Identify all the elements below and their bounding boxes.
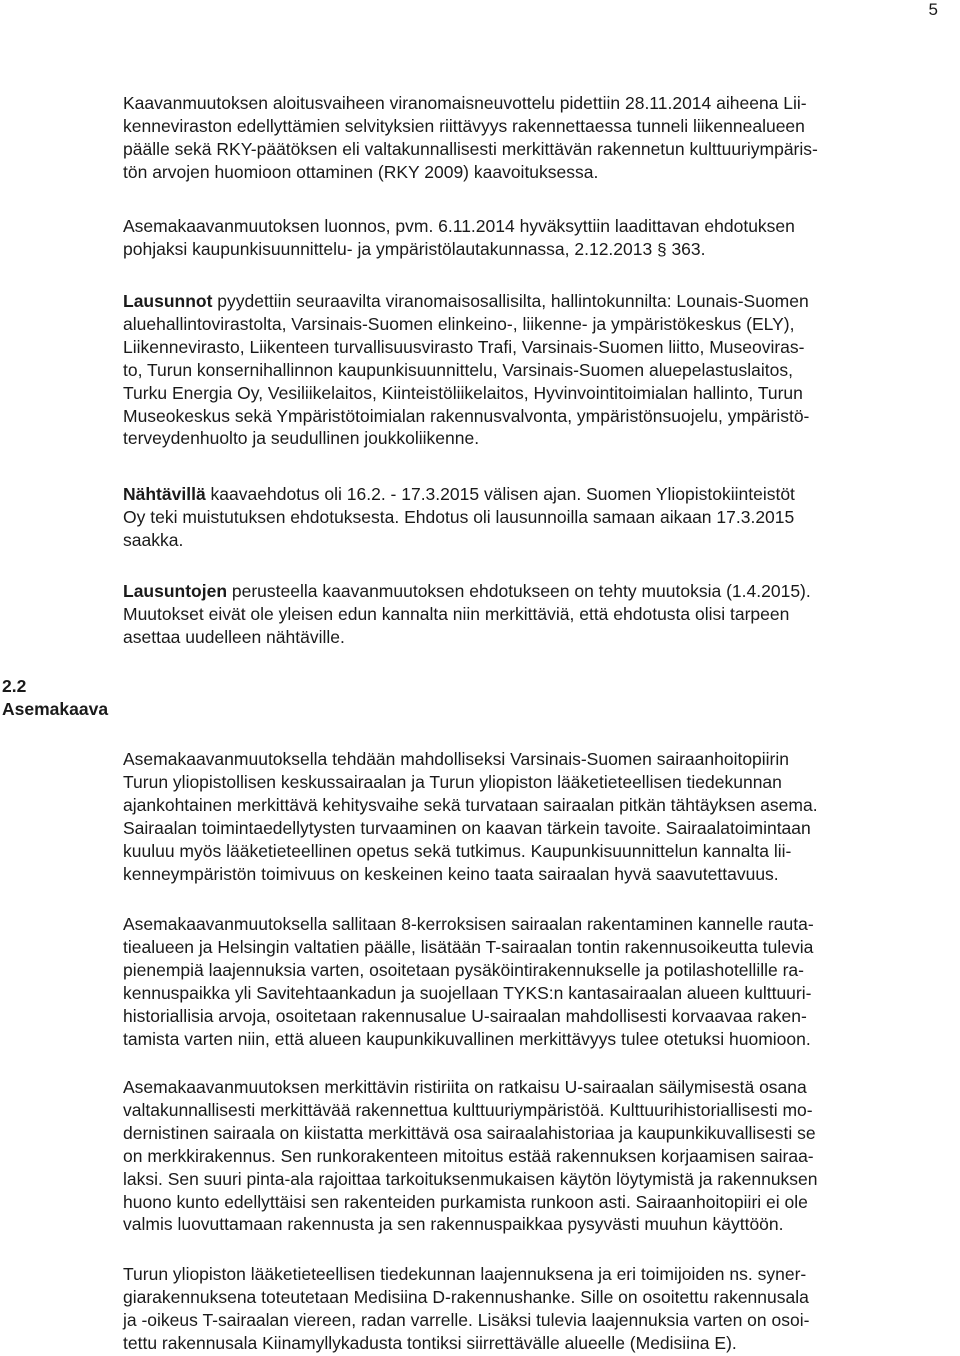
line-text: kaavaehdotus oli 16.2. - 17.3.2015 välisen ajan. Suomen Yliopistokiinteistöt <box>205 484 795 504</box>
text-line: päälle sekä RKY-päätöksen eli valtakunnallisesti merkittävän rakennetun kulttuuriympäris- <box>123 138 818 159</box>
text-line: kuuluu myös lääketieteellinen opetus sekä tutkimus. Kaupunkisuunnittelun kannalta lii- <box>123 840 792 861</box>
text-line: pienempiä laajennuksia varten, osoitetaan pysäköintirakennukselle ja potilashotellille ra- <box>123 959 804 980</box>
text-line <box>123 290 948 313</box>
text-line: Liikennevirasto, Liikenteen turvallisuusvirasto Trafi, Varsinais-Suomen liitto, Museoviras- <box>123 336 805 357</box>
section-title: Asemakaava <box>2 699 109 719</box>
text-line: huono kunto edellyttäisi sen rakenteiden purkamista runkoon asti. Sairaanhoitopiiri ei ole <box>123 1191 808 1212</box>
paragraph-conflict <box>123 1076 948 1236</box>
lead-term: Nähtävillä <box>123 484 206 504</box>
text-line: Museokeskus sekä Ympäristötoimialan rakennusvalvonta, ympäristönsuojelu, ympäristö- <box>123 405 810 426</box>
text-line: saakka. <box>123 529 184 550</box>
text-line: ja -oikeus T-sairaalan viereen, radan varrelle. Lisäksi tulevia laajennuksia varten on osoi- <box>123 1309 810 1330</box>
text-line: tiealueen ja Helsingin valtatien päälle, lisätään T-sairaalan tontin rakennusoikeutta tulevia <box>123 936 814 957</box>
text-line: Turku Energia Oy, Vesiliikelaitos, Kiinteistöliikelaitos, Hyvinvointitoimialan hallinto, Turun <box>123 382 803 403</box>
paragraph-medisiina <box>123 1263 948 1355</box>
section-sign: § <box>657 239 667 259</box>
text-line: tettu rakennusala Kiinamyllykadusta tontiksi siirrettävälle alueelle (Medisiina E). <box>123 1332 737 1353</box>
paragraph-consultation <box>123 92 948 184</box>
text-line: ajankohtainen merkittävä kehitysvaihe sekä turvataan sairaalan pitkän tähtäyksen asema. <box>123 794 818 815</box>
text-line: terveydenhuolto ja seudullinen joukkoliikenne. <box>123 428 480 449</box>
text-line <box>123 483 948 506</box>
text-line: Asemakaavanmuutoksella sallitaan 8-kerroksisen sairaalan rakentaminen kannelle rauta- <box>123 914 814 934</box>
text-line: valmis luovuttamaan rakennusta ja sen rakennuspaikkaa pysyvästi muuhun käyttöön. <box>123 1214 784 1235</box>
text-line: kennuspaikka yli Savitehtaankadun ja suojellaan TYKS:n kantasairaalan alueen kulttuuri- <box>123 982 812 1003</box>
text-line: Asemakaavanmuutoksella tehdään mahdolliseksi Varsinais-Suomen sairaanhoitopiirin <box>123 749 790 769</box>
paragraph-public-display <box>123 483 948 552</box>
text-line: Oy teki muistutuksen ehdotuksesta. Ehdotus oli lausunnoilla samaan aikaan 17.3.2015 <box>123 506 795 527</box>
section-heading <box>2 675 108 721</box>
text-line: kenneviraston edellyttämien selvityksien riittävyys rakennettaessa tunneli liikennealueen <box>123 115 805 136</box>
text-line: Asemakaavanmuutoksen luonnos, pvm. 6.11.2014 hyväksyttiin laadittavan ehdotuksen <box>123 216 795 236</box>
text-line: Muutokset eivät ole yleisen edun kannalta niin merkittäviä, että ehdotusta olisi tarpeen <box>123 603 790 624</box>
text-line: Asemakaavanmuutoksen merkittävin ristiriita on ratkaisu U-sairaalan säilymisestä osana <box>123 1077 807 1097</box>
text-line <box>123 238 948 262</box>
text-line: historiallisia arvoja, osoitetaan rakennusalue U-sairaalan mahdollisesti korvaavaa raken- <box>123 1005 807 1026</box>
text-line: tamista varten niin, että alueen kaupunkikuvallinen merkittävyys tulee otetuksi huomioon. <box>123 1028 811 1049</box>
paragraph-statements <box>123 290 948 450</box>
section-number: 2.2 <box>2 676 27 696</box>
text-line: to, Turun konsernihallinnon kaupunkisuunnittelu, Varsinais-Suomen aluepelastuslaitos, <box>123 359 793 380</box>
paragraph-plan-permits <box>123 913 948 1050</box>
page-number: 5 <box>928 0 938 19</box>
text-line: asettaa uudelleen nähtäville. <box>123 626 345 647</box>
text-line: valtakunnallisesti merkittävää rakennettua kulttuuriympäristöä. Kulttuurihistoriallisesti mo- <box>123 1099 813 1120</box>
text-line <box>123 580 948 603</box>
lead-term: Lausuntojen <box>123 581 228 601</box>
text-line: dernistinen sairaala on kiistatta merkittävä osa sairaalahistoriaa ja kaupunkikuvallisesti se <box>123 1122 816 1143</box>
lead-term: Lausunnot <box>123 291 213 311</box>
line-text: pyydettiin seuraavilta viranomaisosallisilta, hallintokunnilta: Lounais-Suomen <box>212 291 809 311</box>
paragraph-plan-purpose <box>123 748 948 885</box>
text-line: laksi. Sen suuri pinta-ala rajoittaa tarkoituksenmukaisen käytön löytymistä ja rakennuksen <box>123 1168 818 1189</box>
text-line: Sairaalan toimintaedellytysten turvaaminen on kaavan tärkein tavoite. Sairaalatoimintaan <box>123 817 811 838</box>
paragraph-statements-changes <box>123 580 948 649</box>
text-line: tön arvojen huomioon ottaminen (RKY 2009) kaavoituksessa. <box>123 161 599 182</box>
text-line: kenneympäristön toimivuus on keskeinen keino taata sairaalan hyvä saavutettavuus. <box>123 863 779 884</box>
line-end: 363. <box>671 238 706 259</box>
text-line: Kaavanmuutoksen aloitusvaiheen viranomaisneuvottelu pidettiin 28.11.2014 aiheena Lii- <box>123 93 807 113</box>
text-line: Turun yliopistollisen keskussairaalan ja Turun yliopiston lääketieteellisen tiedekunnan <box>123 771 782 792</box>
text-line: aluehallintovirastolta, Varsinais-Suomen elinkeino-, liikenne- ja ympäristökeskus (ELY), <box>123 313 795 334</box>
text-line: on merkkirakennus. Sen runkorakenteen mitoitus estää rakennuksen korjaamisen sairaa- <box>123 1145 814 1166</box>
text-line: Turun yliopiston lääketieteellisen tiedekunnan laajennuksena ja eri toimijoiden ns. syner- <box>123 1264 807 1284</box>
paragraph-draft <box>123 215 948 262</box>
line-text: perusteella kaavanmuutoksen ehdotukseen on tehty muutoksia (1.4.2015). <box>227 581 811 601</box>
text-line: giarakennuksena toteutetaan Medisiina D-rakennushanke. Sille on osoitettu rakennusala <box>123 1286 809 1307</box>
line-text: pohjaksi kaupunkisuunnittelu- ja ympäristölautakunnassa, 2.12.2013 <box>123 238 653 259</box>
